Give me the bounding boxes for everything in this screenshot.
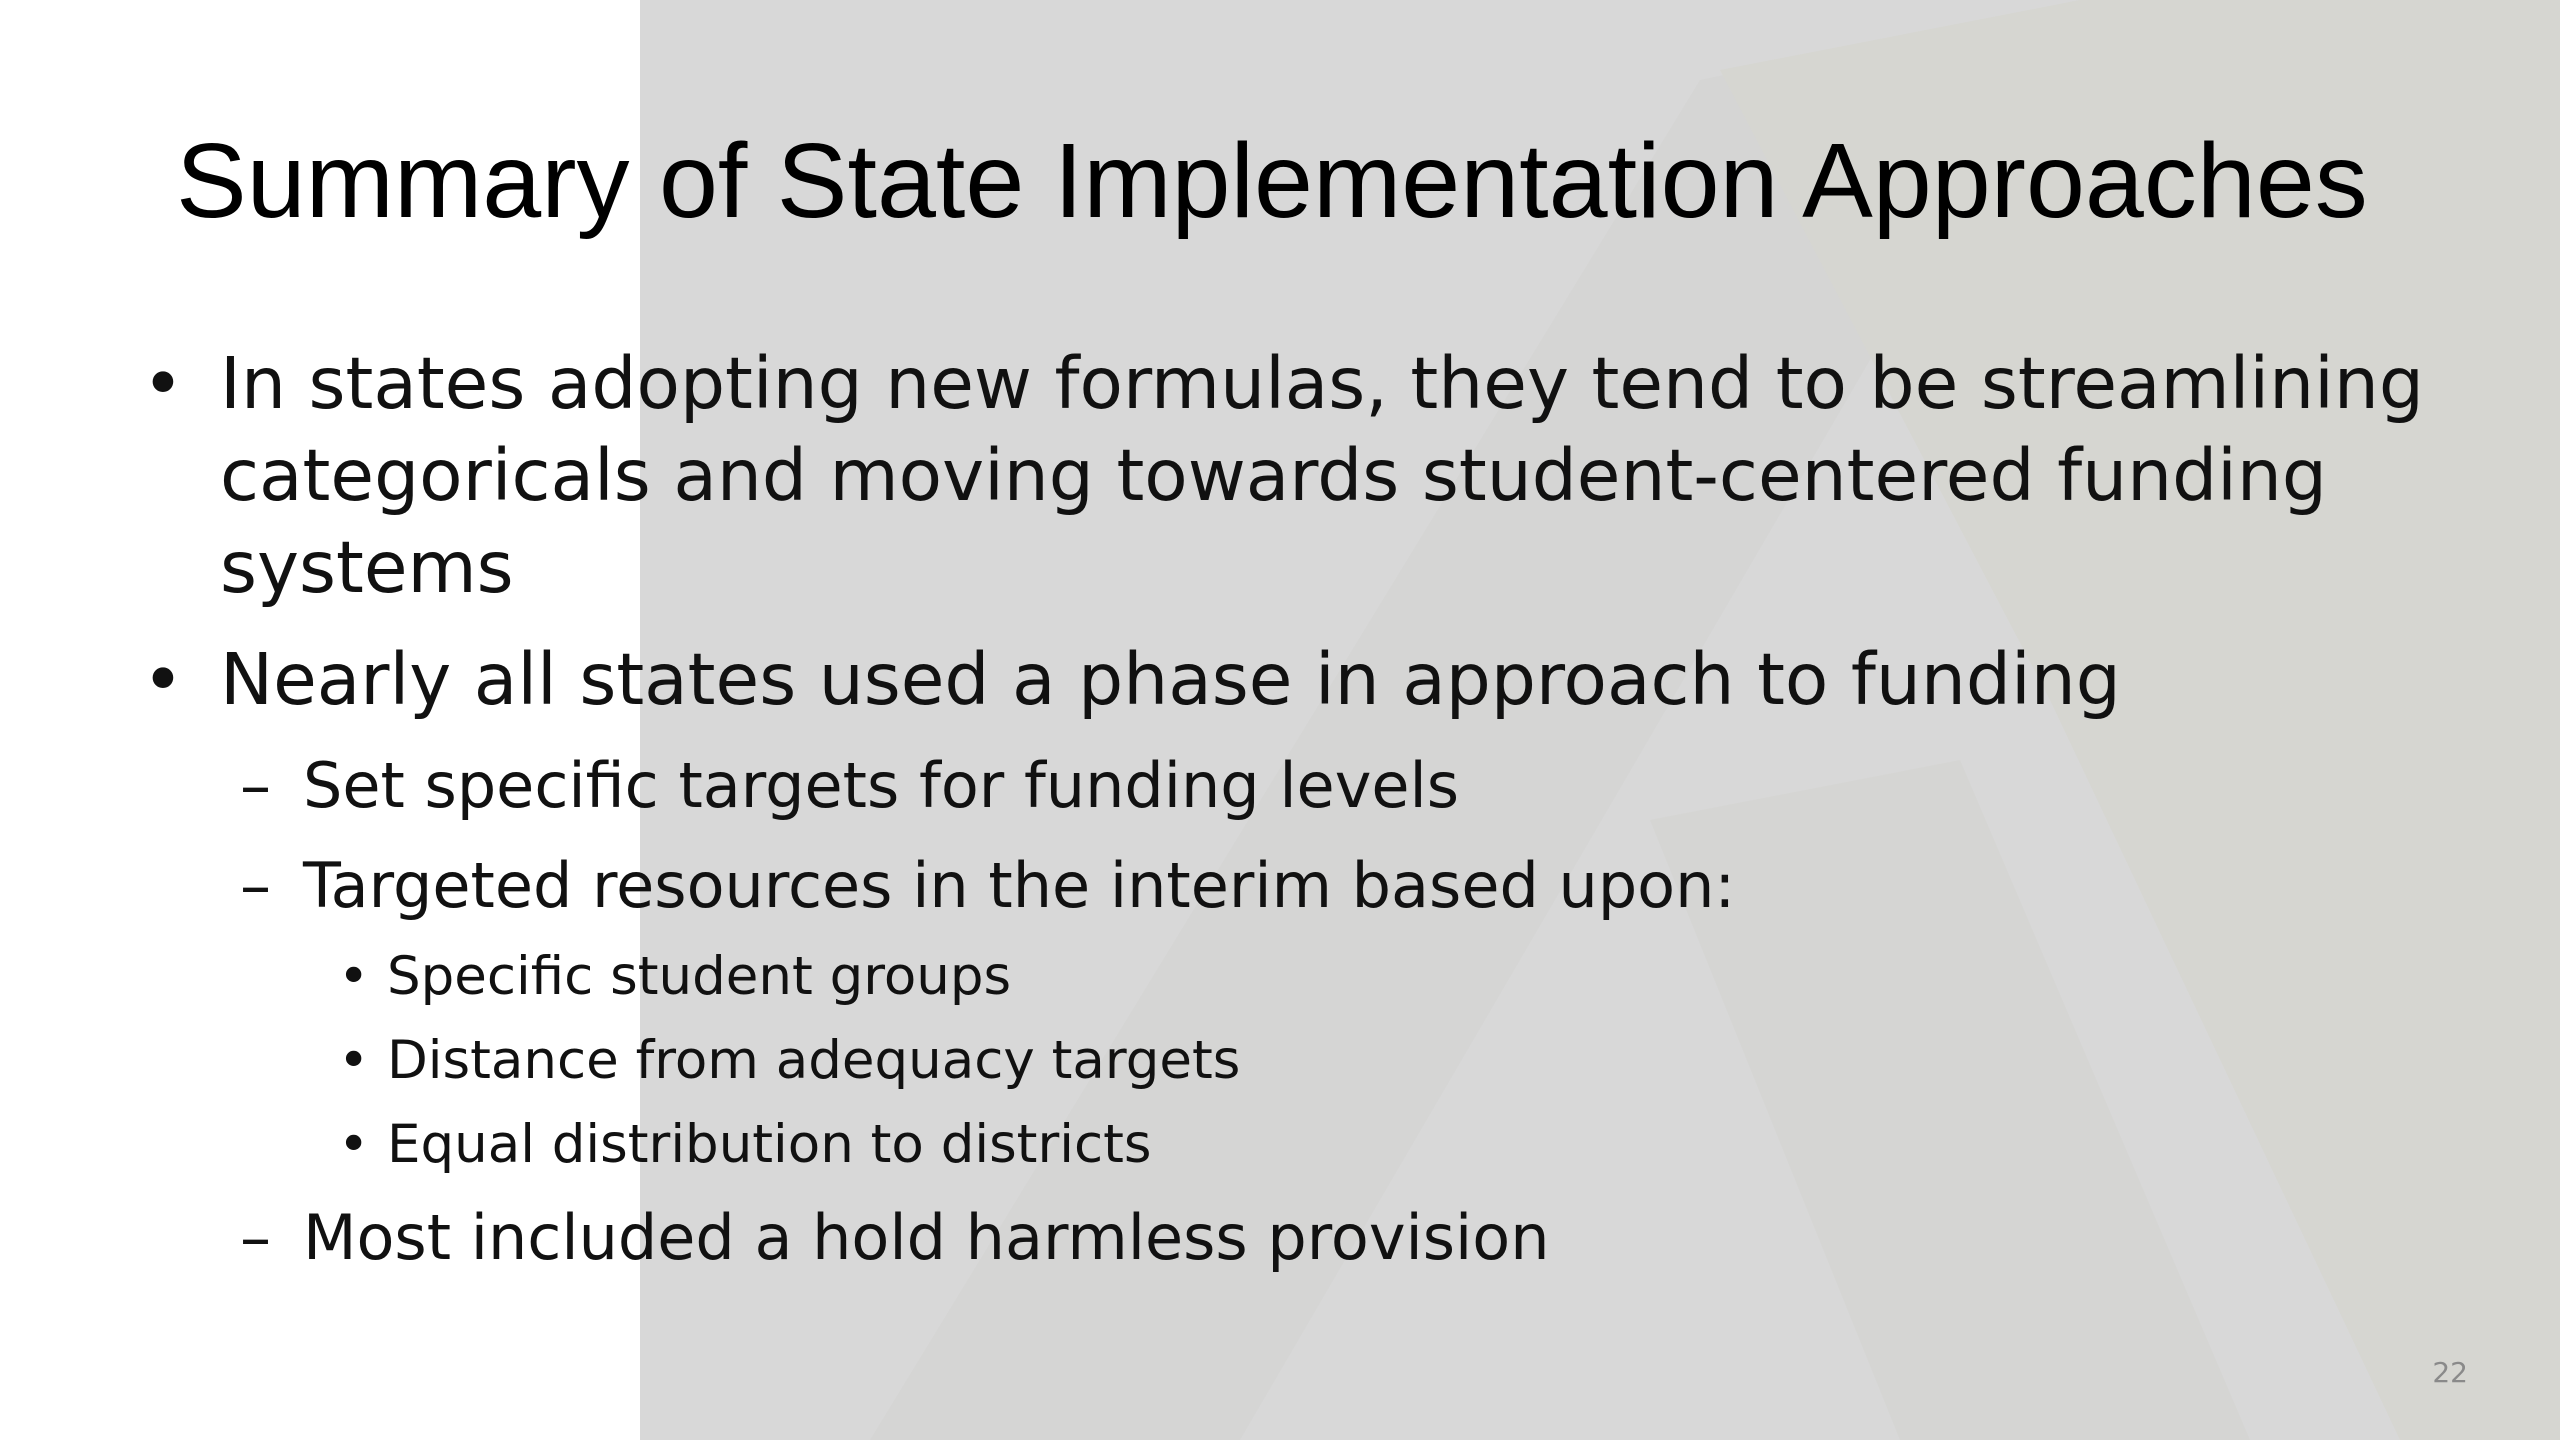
sub-sub-bullet-text: Equal distribution to districts — [387, 1114, 1152, 1175]
slide-content — [0, 338, 2500, 1278]
bullet-icon: • — [142, 638, 184, 721]
sub-bullet-text: Most included a hold harmless provision — [303, 1201, 1550, 1274]
bullet-text: Nearly all states used a phase in approach to funding — [220, 638, 2121, 721]
sub-sub-bullet-text: Specific student groups — [387, 946, 1012, 1007]
dash-icon: – — [240, 1201, 271, 1274]
sub-sub-bullet-item-2 — [0, 1028, 2500, 1094]
sub-bullet-item-3 — [0, 1198, 2500, 1278]
bullet-item-2 — [0, 634, 2500, 726]
dash-icon: – — [240, 749, 271, 822]
slide-title: Summary of State Implementation Approaches — [176, 122, 2368, 240]
dash-icon: – — [240, 849, 271, 922]
sub-bullet-text: Set specific targets for funding levels — [303, 749, 1460, 822]
sub-sub-bullet-item-3 — [0, 1112, 2500, 1178]
bullet-icon: • — [338, 1030, 370, 1091]
bullet-text: In states adopting new formulas, they tend to be streamlining categoricals and moving towards student-centered funding systems — [220, 342, 2424, 609]
sub-sub-bullet-item-1 — [0, 944, 2500, 1010]
sub-bullet-item-1 — [0, 746, 2500, 826]
bullet-item-1 — [0, 338, 2500, 614]
sub-bullet-text: Targeted resources in the interim based upon: — [303, 849, 1736, 922]
bullet-icon: • — [142, 342, 184, 425]
sub-bullet-item-2 — [0, 846, 2500, 926]
sub-sub-bullet-text: Distance from adequacy targets — [387, 1030, 1241, 1091]
page-number: 22 — [2432, 1356, 2468, 1389]
bullet-icon: • — [338, 946, 370, 1007]
bullet-icon: • — [338, 1114, 370, 1175]
